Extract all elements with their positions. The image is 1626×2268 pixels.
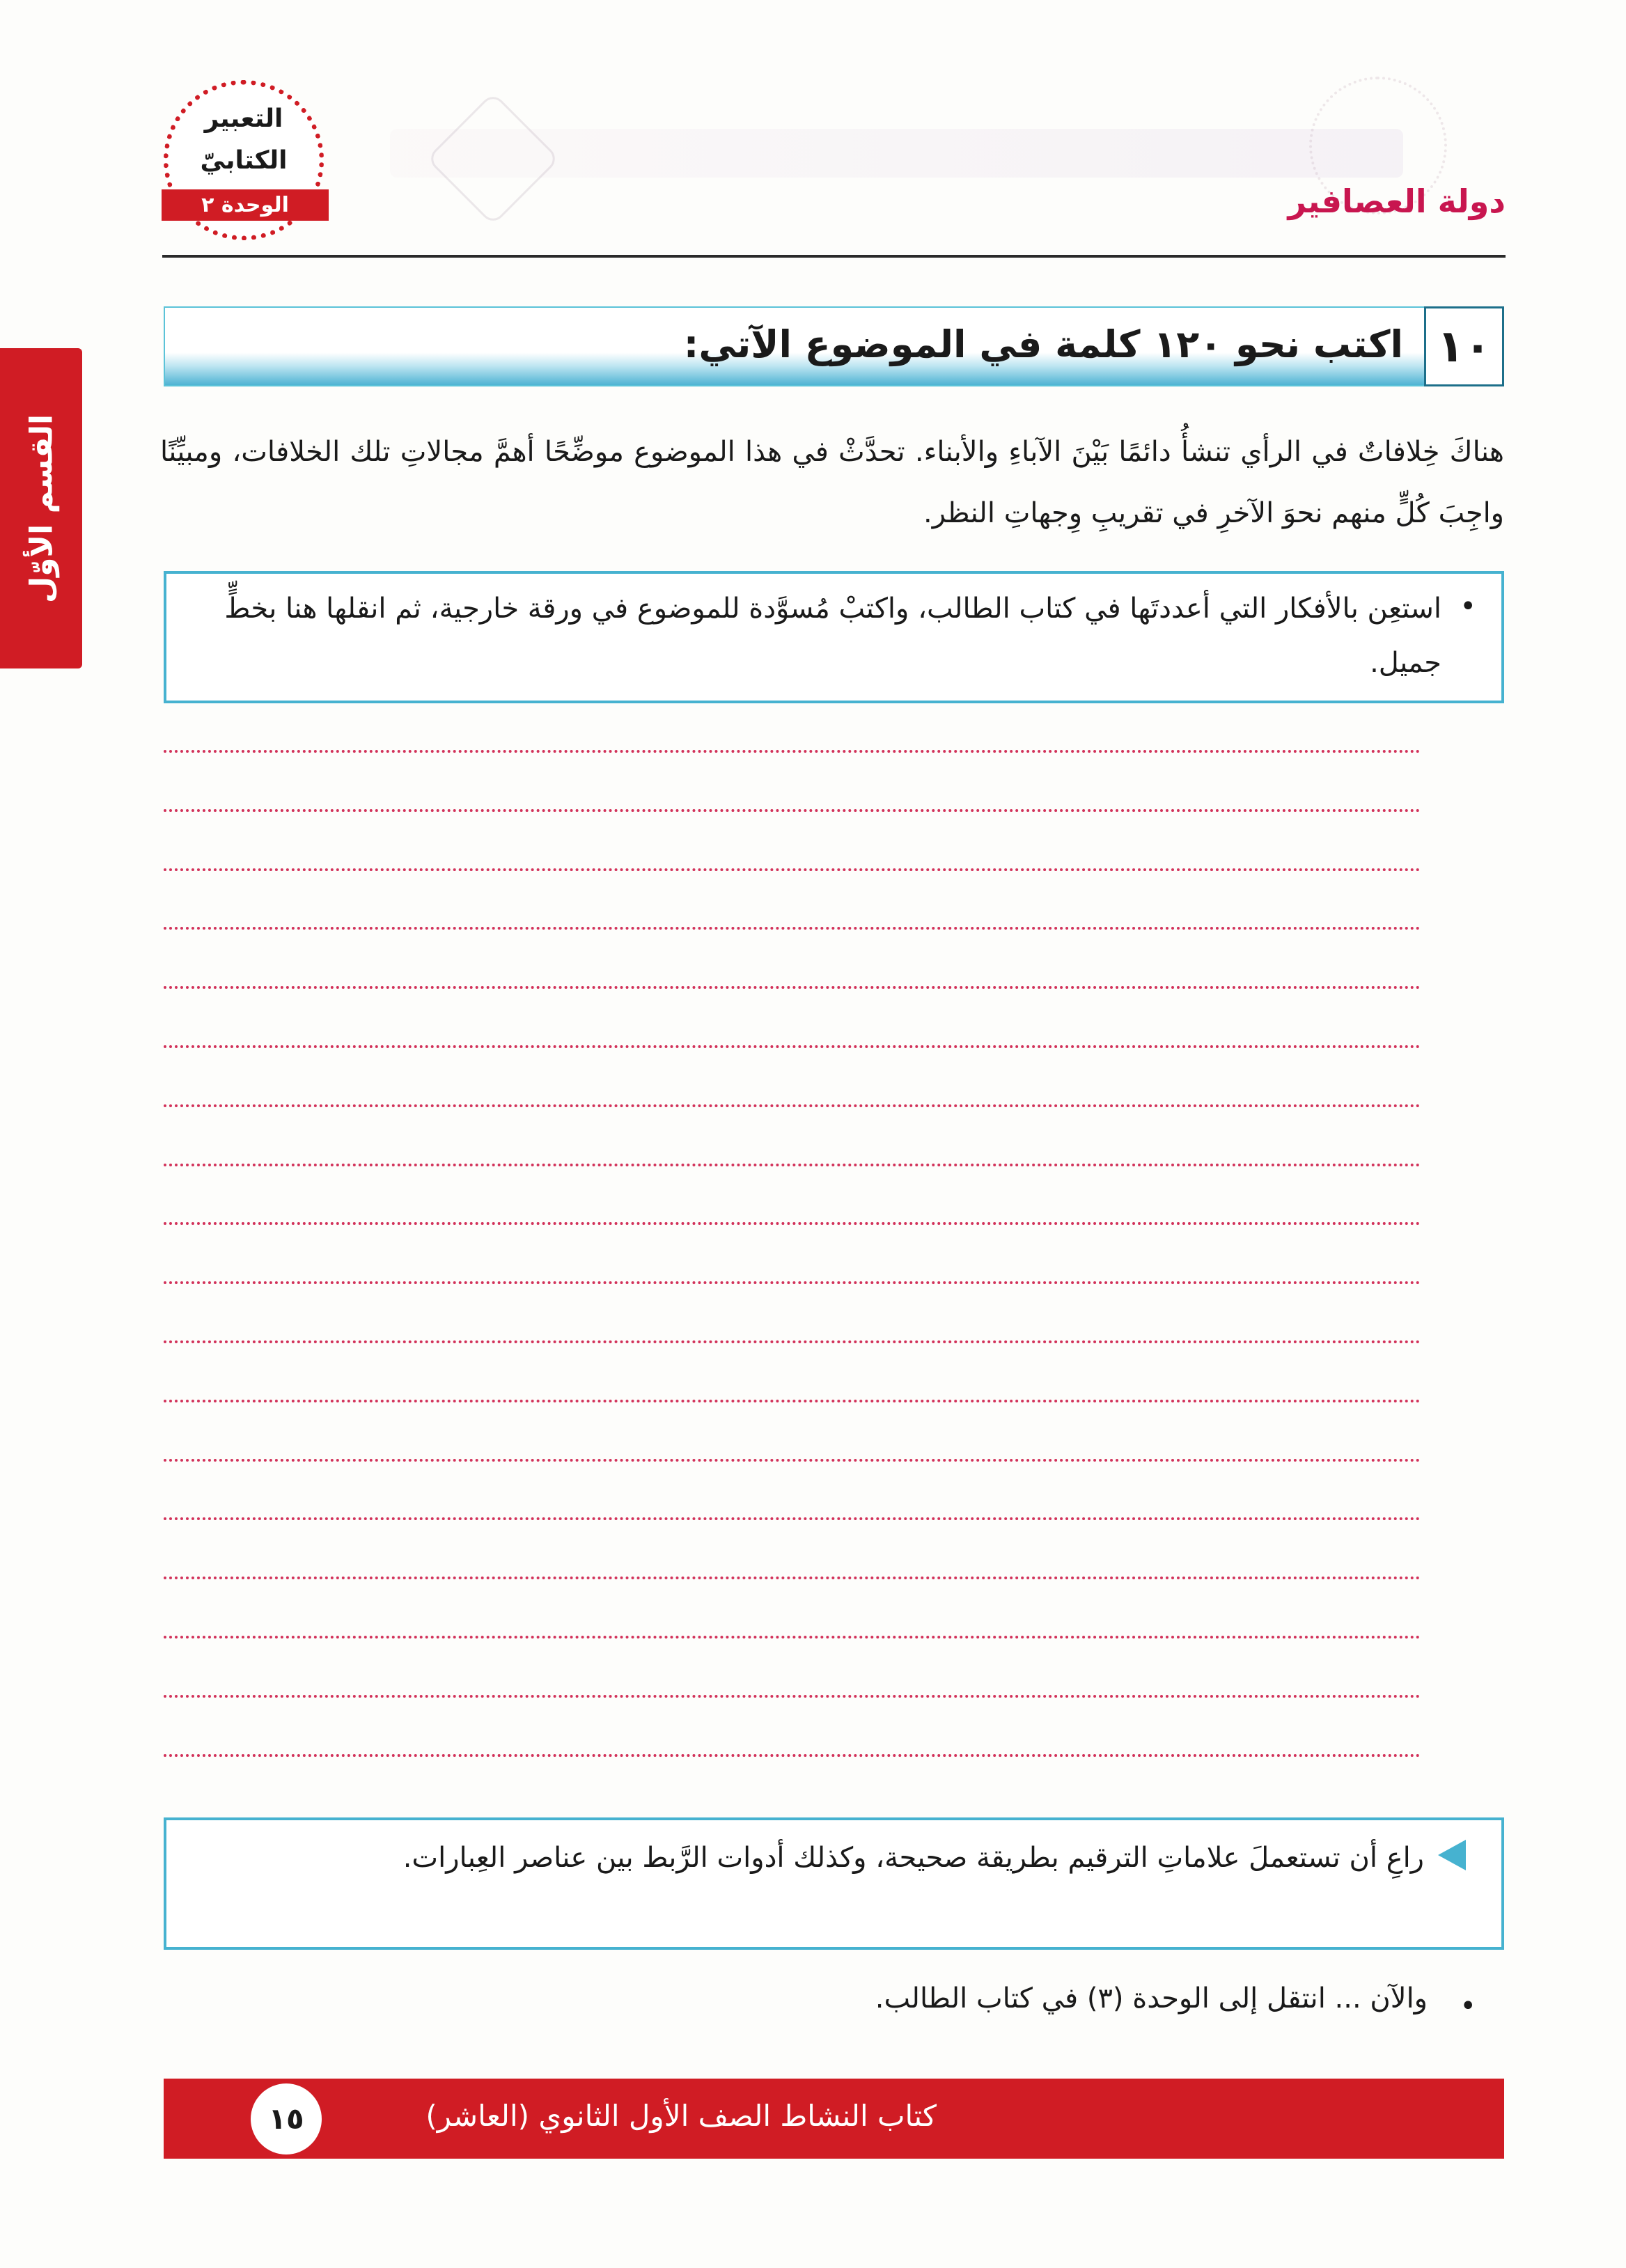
- writing-line[interactable]: [164, 1281, 1421, 1284]
- badge-title-line1: التعبير: [204, 104, 283, 133]
- header-divider: [162, 255, 1506, 258]
- page-number: ١٥: [251, 2083, 322, 2154]
- bullet-icon: •: [1460, 591, 1476, 623]
- writing-line[interactable]: [164, 1222, 1421, 1225]
- writing-line[interactable]: [164, 986, 1421, 989]
- writing-line[interactable]: [164, 1517, 1421, 1520]
- triangle-pointer-icon: [1438, 1840, 1466, 1870]
- lesson-title: دولة العصافير: [1288, 182, 1506, 220]
- writing-line[interactable]: [164, 868, 1421, 871]
- writing-line[interactable]: [164, 1636, 1421, 1639]
- writing-line[interactable]: [164, 1695, 1421, 1698]
- tip-punctuation-text: راعِ أن تستعملَ علاماتِ الترقيم بطريقة صحيحة، وكذلك أدوات الرَّبط بين عناصر العِبارات.: [402, 1842, 1424, 1874]
- badge-title-line2: الكتابيّ: [200, 146, 288, 175]
- exercise-title: اكتب نحو ١٢٠ كلمة في الموضوع الآتي:: [683, 322, 1403, 366]
- writing-line[interactable]: [164, 1400, 1421, 1402]
- final-note: والآن ... انتقل إلى الوحدة (٣) في كتاب الطالب.: [875, 1982, 1428, 2015]
- unit-label: الوحدة ٢: [162, 189, 329, 221]
- writing-line[interactable]: [164, 809, 1421, 812]
- exercise-intro: هناكَ خِلافاتٌ في الرأي تنشأُ دائمًا بَيْنَ الآباءِ والأبناء. تحدَّثْ في هذا الموضوع موضِّحًا أهمَّ مجالاتِ تلك الخلافات، ومبيِّنًا واجِبَ كُلٍّ منهم نحوَ الآخرِ في تقريبِ وِجهاتِ النظر.: [160, 436, 1504, 529]
- faded-diamond-ornament: [426, 92, 560, 226]
- tip-ideas-text: استعِن بالأفكار التي أعددتَها في كتاب الطالب، واكتبْ مُسوَّدة للموضوع في ورقة خارجية، ثم انقلها هنا بخطٍّ جميل.: [224, 593, 1441, 679]
- writing-line[interactable]: [164, 750, 1421, 753]
- writing-line[interactable]: [164, 927, 1421, 930]
- footer-book-title: كتاب النشاط الصف الأول الثانوي (العاشر): [425, 2099, 937, 2133]
- section-side-tab-label: القسم الأوّل: [24, 414, 60, 604]
- writing-line[interactable]: [164, 1104, 1421, 1107]
- bullet-icon: •: [1460, 1990, 1476, 2022]
- writing-line[interactable]: [164, 1340, 1421, 1343]
- writing-line[interactable]: [164, 1754, 1421, 1757]
- writing-line[interactable]: [164, 1045, 1421, 1048]
- writing-line[interactable]: [164, 1459, 1421, 1462]
- exercise-number: ١٠: [1424, 306, 1504, 386]
- writing-line[interactable]: [164, 1164, 1421, 1166]
- writing-line[interactable]: [164, 1577, 1421, 1579]
